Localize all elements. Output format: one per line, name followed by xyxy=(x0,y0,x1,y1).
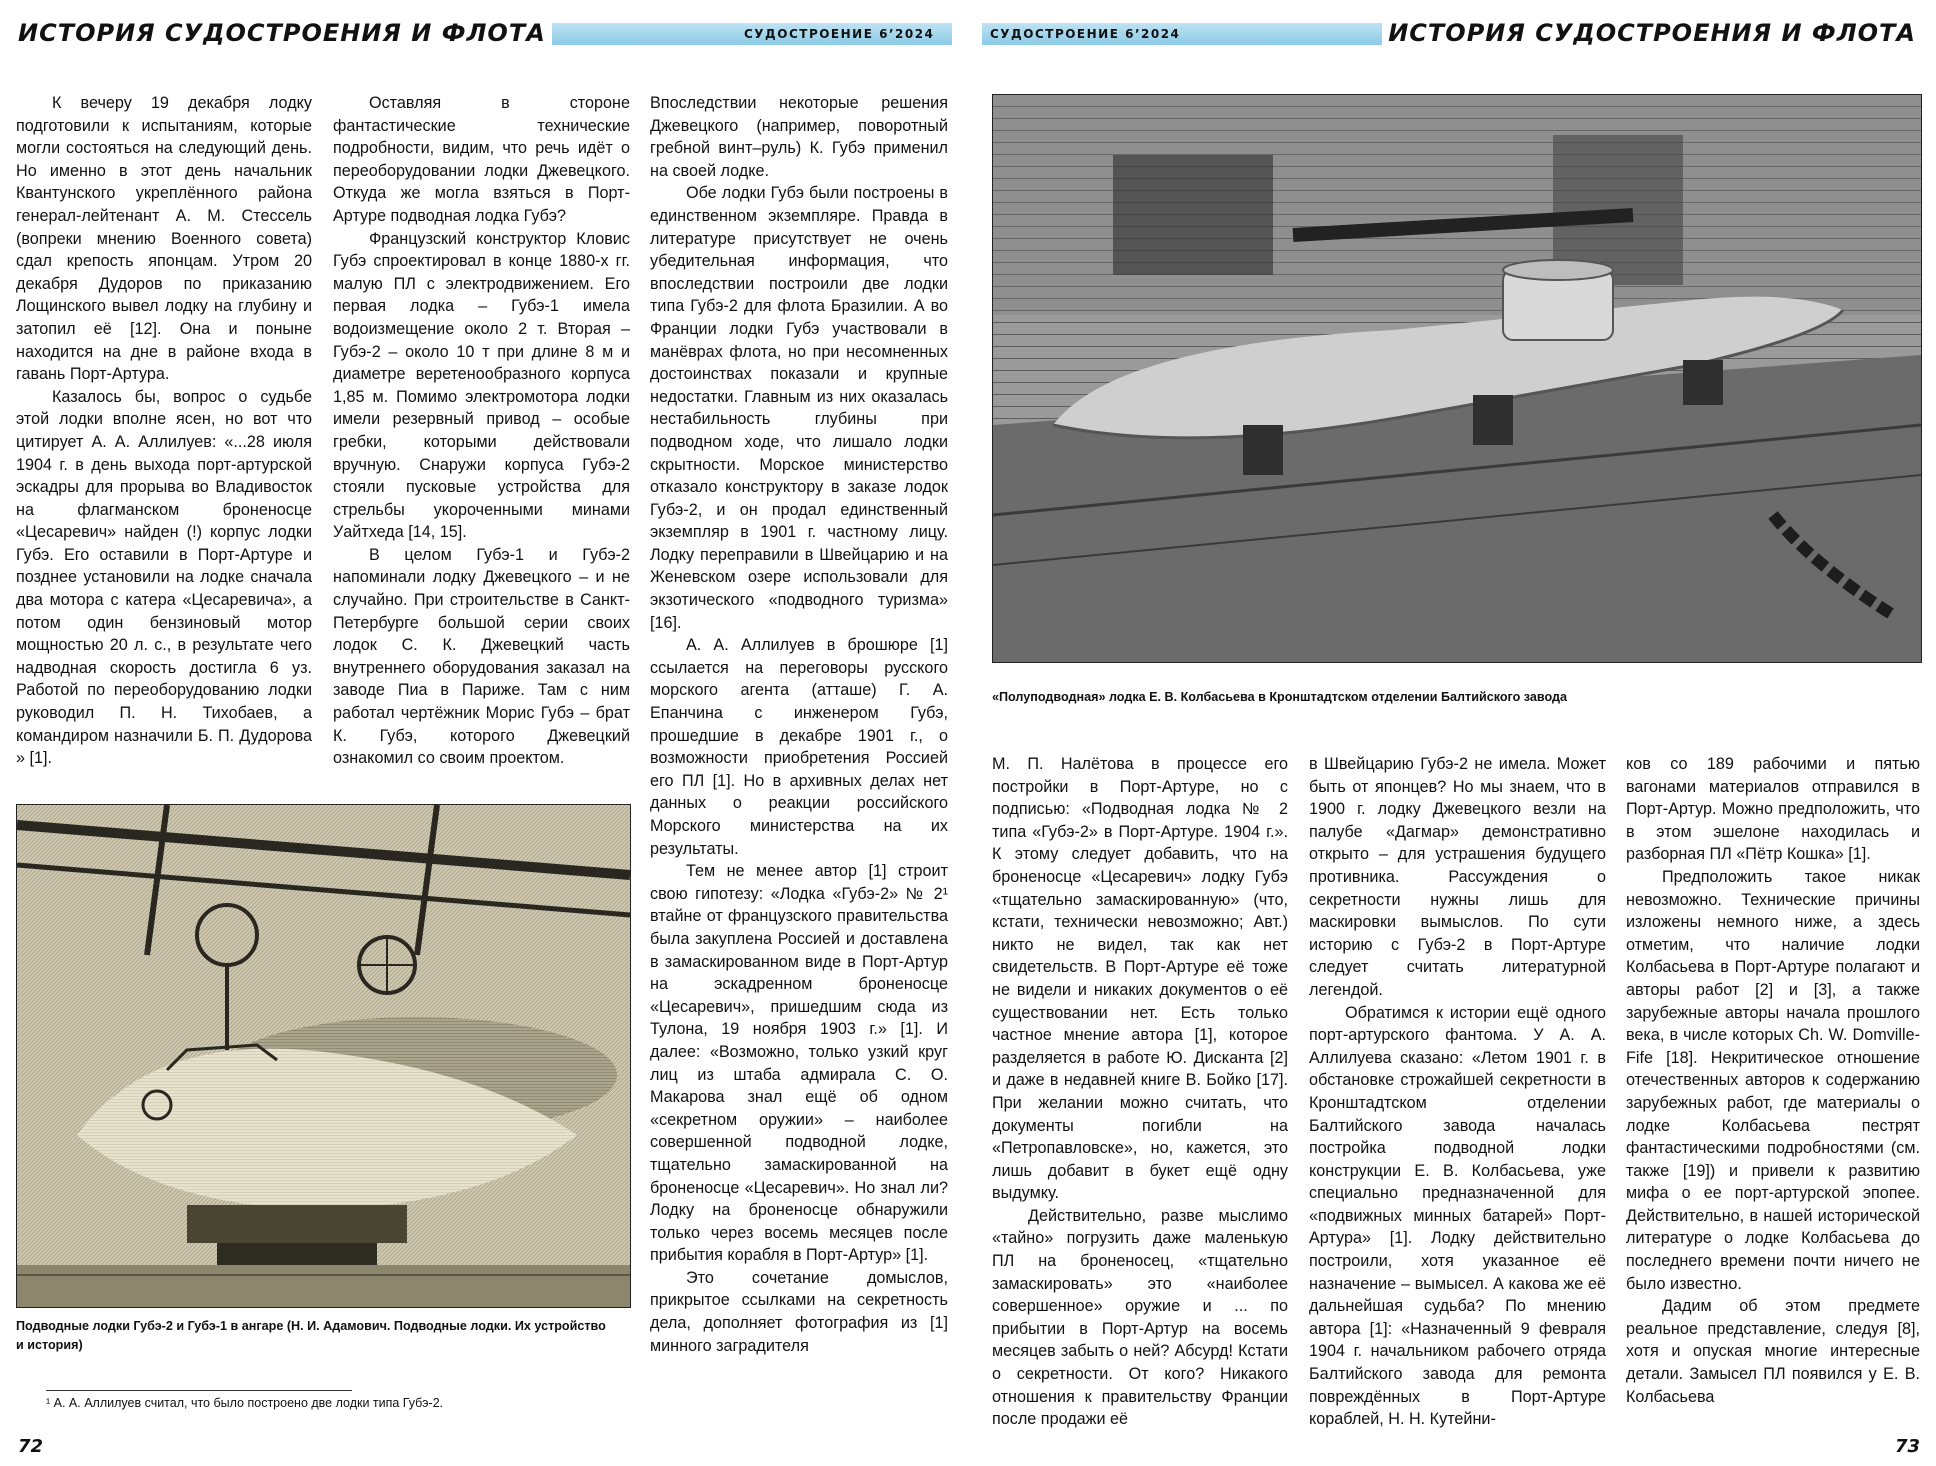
text-column-1 xyxy=(16,92,312,782)
page-number: 72 xyxy=(18,1436,44,1457)
paragraph: Тем не менее автор [1] строит свою гипотезу: «Лодка «Губэ-2» № 2¹ втайне от французского правительства была закуплена Россией и доставлена в замаскированном виде в Порт-Артур на эскадренном броненосце «Цесаревич», пришедшим сюда из Тулона, 19 ноября 1903 г.» [1]. И далее: «Возможно, только узкий круг лиц из штаба адмирала С. О. Макарова знал ещё об одном «секретном оружии» – наиболее совершенной подводной лодке, тщательно замаскированной на броненосце «Цесаревич». Но знал ли? Лодку на броненосце обнаружили только через восемь месяцев после прибытия корабля в Порт-Артур» [1]. xyxy=(650,862,948,1265)
paragraph: ков со 189 рабочими и пятью вагонами материалов отправился в Порт-Артур. Можно предположить, что в этом эшелоне находилась и разборная ПЛ «Пётр Кошка» [1]. xyxy=(1626,755,1920,864)
paragraph: А. А. Аллилуев в брошюре [1] ссылается на переговоры русского морского агента (атташе) Г. А. Епанчина с инженером Губэ, прошедшие в декабре 1901 г., о возможности приобретения Россией его ПЛ [1]. Но в архивных делах нет данных о реакции российского Морского министерства на их результаты. xyxy=(650,636,948,858)
paragraph: Предположить такое никак невозможно. Технические причины изложены немного ниже, а здесь отметим, что наличие лодки Колбасьева в Порт-Артуре полагают и авторы работ [2] и [3], а также зарубежные авторы начала прошлого века, в числе которых Ch. W. Domville-Fife [18]. Некритическое отношение отечественных авторов к содержанию зарубежных работ, где материалы о лодке Колбасьева пестрят фантастическими подробностями (см. также [19]) и привели к развитию мифа о ее порт-артурской эпопее. Действительно, в нашей исторической литературе о лодке Колбасьева до последнего времени почти ничего не было известно. xyxy=(1626,867,1920,1293)
paragraph: Действительно, разве мыслимо «тайно» погрузить даже маленькую ПЛ на броненосец, «тщательно замаскировать» это «наиболее совершенное» оружие и ... по прибытии в Порт-Артур на восемь месяцев забыть о ней? Абсурд! Кстати о секретности. От кого? Никакого отношения к правительству Франции после продажи её xyxy=(992,1206,1288,1429)
photo-caption: «Полуподводная» лодка Е. В. Колбасьева в Кронштадтском отделении Балтийского завода xyxy=(992,690,1568,704)
text-column-3 xyxy=(650,92,948,1386)
figure-kolbasyev-boat-photo xyxy=(992,94,1922,663)
section-title: ИСТОРИЯ СУДОСТРОЕНИЯ И ФЛОТА xyxy=(1382,18,1922,48)
paragraph: Дадим об этом предмете реальное представление, следуя [8], хотя и опуская многие интересные детали. Замысел ПЛ появился у Е. В. Колбасьева xyxy=(1626,1297,1920,1406)
paragraph: Обе лодки Губэ были построены в единственном экземпляре. Правда в литературе присутствует не очень убедительная информация, что впоследствии построили две лодки типа Губэ-2 для флота Бразилии. А во Франции лодки Губэ участвовали в манёврах флота, но при несомненных достоинствах показали и крупные недостатки. Главным из них оказалась нестабильность глубины при подводном ходе, что лишало лодки скрытности. Морское министерство отказало конструктору в заказе лодок Губэ-2, и он продал единственный экземпляр в 1901 г. частному лицу. Лодку переправили в Швейцарию и на Женевском озере использовали для экзотического «подводного туризма» [16]. xyxy=(650,184,948,632)
figure-caption xyxy=(16,1317,616,1355)
paragraph: Французский конструктор Кловис Губэ спроектировал в конце 1880-х гг. малую ПЛ с электродвижением. Его первая лодка – Губэ-1 имела водоизмещение около 2 т. Вторая – Губэ-2 – около 10 т при длине 8 м и диаметре веретенообразного корпуса 1,85 м. Помимо электромотора лодки имели резервный привод – особые гребки, которыми действовали вручную. Снаружи корпуса Губэ-2 стояли пусковые устройства для стрельбы укороченными минами Уайтхеда [14, 15]. xyxy=(333,229,630,542)
paragraph: Впоследствии некоторые решения Джевецкого (например, поворотный гребной винт–руль) К. Губэ применил на своей лодке. xyxy=(650,94,948,180)
paragraph: Казалось бы, вопрос о судьбе этой лодки вполне ясен, но вот что цитирует А. А. Аллилуев: «...28 июля 1904 г. в день выхода порт-артурской эскадры для прорыва во Владивосток на флагманском броненосце «Цесаревич» найден (!) корпус лодки Губэ. Его оставили в Порт-Артуре и позднее установили на лодке сначала два мотора с катера «Цесаревича», а потом один бензиновый мотор мощностью 20 л. с., в результате чего надводная скорость достигла 6 уз. Работой по переоборудованию лодки руководил П. Н. Тихобаев, а командиром назначили Б. П. Дудорова » [1]. xyxy=(16,387,312,768)
paragraph: М. П. Налётова в процессе его постройки в Порт-Артуре, но с подписью: «Подводная лодка № 2 типа «Губэ-2» в Порт-Артуре. 1904 г.». К этому следует добавить, что на броненосце «Цесаревич» лодку Губэ «тщательно замаскированную» (что, кстати, технически невозможно; Авт.) никто не видел, так как нет свидетельств. В Порт-Артуре её тоже не видели и никаких документов о её существовании нет. Есть только частное мнение автора [1], которое разделяется в работе Ю. Дисканта [2] и даже в недавней книге В. Бойко [17]. При желании можно считать, что документы погибли на «Петропавловске», но, кажется, это лишь добавит в букет ещё одну выдумку. xyxy=(992,755,1288,1203)
right-page xyxy=(968,0,1936,1466)
text-column-1 xyxy=(992,753,1288,1429)
paragraph: в Швейцарию Губэ-2 не имела. Может быть от японцев? Но мы знаем, что в 1900 г. лодку Джевецкого везли на палубе «Дагмар» демонстративно открыто – для устрашения будущего противника. Рассуждения о секретности нужны лишь для маскировки вымыслов. По сути историю с Губэ-2 в Порт-Артуре следует считать литературной легендой. xyxy=(1309,755,1606,999)
paragraph: Обратимся к истории ещё одного порт-артурского фантома. У А. А. Аллилуева сказано: «Летом 1901 г. в обстановке строжайшей секретности в Кронштадтском отделении Балтийского завода началась постройка подводной лодки конструкции Е. В. Колбасьева, уже специально предназначенной для «подвижных минных батарей» Порт-Артура» [1]. Лодку действительно построили, хотя указанное её назначение – вымысел. А какова же её дальнейшая судьба? По мнению автора [1]: «Назначенный 9 февраля 1904 г. начальником рабочего отряда Балтийского завода для ремонта повреждённых в Порт-Артуре кораблей, Н. Н. Кутейни- xyxy=(1309,1003,1606,1429)
section-title: ИСТОРИЯ СУДОСТРОЕНИЯ И ФЛОТА xyxy=(12,18,552,48)
paragraph: Это сочетание домыслов, прикрытое ссылками на секретность дела, дополняет фотография из [1] минного заградителя xyxy=(650,1268,948,1355)
journal-issue: СУДОСТРОЕНИЕ 6’2024 xyxy=(744,27,935,41)
text-column-3 xyxy=(1626,753,1920,1406)
text-column-2 xyxy=(1309,753,1606,1429)
paragraph: К вечеру 19 декабря лодку подготовили к испытаниям, которые могли состояться на следующий день. Но именно в этот день начальник Квантунского укреплённого района генерал-лейтенант А. М. Стессель (вопреки мнению Военного совета) сдал крепость японцам. Утром 20 декабря Дудоров по приказанию Лощинского вывел лодку на глубину и затопил её [12]. Она и поныне находится на дне в районе входа в гавань Порт-Артура. xyxy=(16,94,312,384)
paragraph: В целом Губэ-1 и Губэ-2 напоминали лодку Джевецкого – и не случайно. При строительстве в Санкт-Петербурге большой серии своих лодок С. К. Джевецкий часть внутреннего оборудования заказал на заводе Пиа в Париже. Там с ним работал чертёжник Морис Губэ – брат К. Губэ, которого Джевецкий ознакомил со своим проектом. xyxy=(333,545,630,768)
paragraph: Оставляя в стороне фантастические технические подробности, видим, что речь идёт о переоборудовании лодки Джевецкого. Откуда же могла взяться в Порт-Артуре подводная лодка Губэ? xyxy=(333,94,630,225)
figure-goubet-submarines-engraving xyxy=(16,804,631,1308)
text-column-2 xyxy=(333,92,630,782)
figure-caption-source: (Н. И. Адамович. Подводные лодки. Их устройство и история) xyxy=(16,1319,606,1352)
journal-issue: СУДОСТРОЕНИЕ 6’2024 xyxy=(990,27,1181,41)
page-number: 73 xyxy=(1894,1436,1920,1457)
footnote: ¹ А. А. Аллилуев считал, что было построено две лодки типа Губэ-2. xyxy=(46,1396,444,1410)
figure-caption-title: Подводные лодки Губэ-2 и Губэ-1 в ангаре xyxy=(16,1319,284,1333)
footnote-divider xyxy=(46,1390,352,1391)
